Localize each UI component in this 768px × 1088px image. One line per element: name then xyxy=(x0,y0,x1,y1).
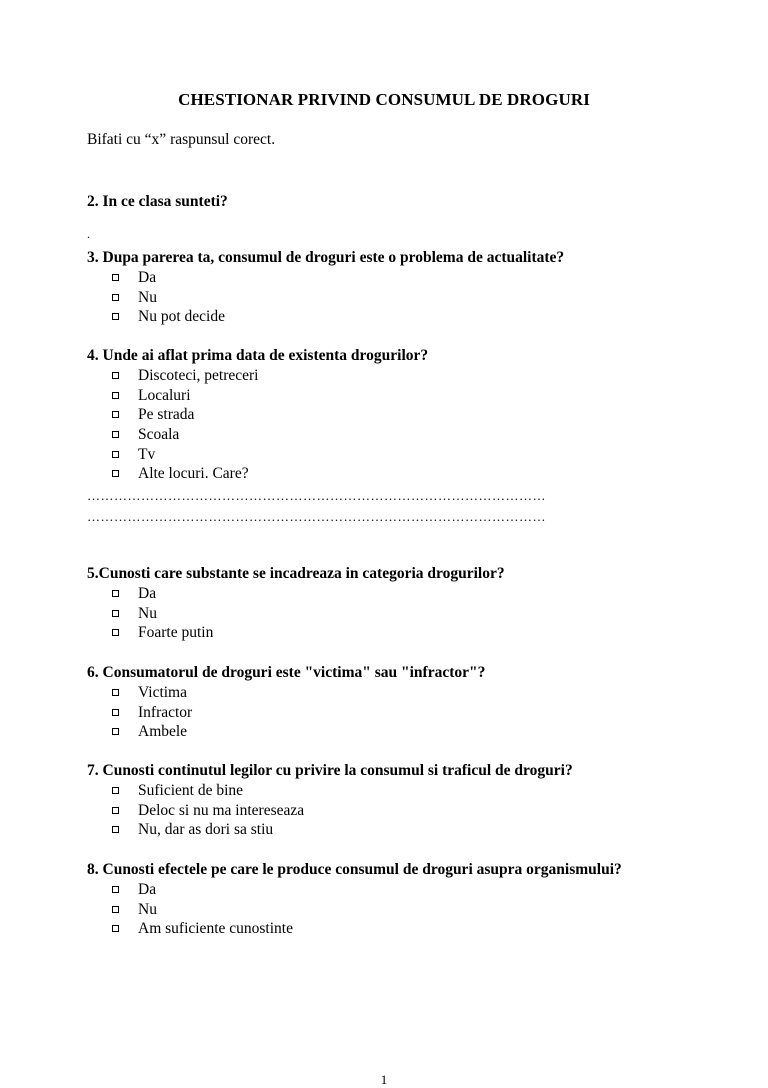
option-label: Discoteci, petreceri xyxy=(138,367,259,384)
question-5-option xyxy=(87,584,737,604)
question-4-title: 4. Unde ai aflat prima data de existenta drogurilor? xyxy=(87,347,429,364)
option-label: Victima xyxy=(138,684,187,701)
question-6-title: 6. Consumatorul de droguri este "victima" sau "infractor"? xyxy=(87,664,486,681)
page-title: CHESTIONAR PRIVIND CONSUMUL DE DROGURI xyxy=(178,90,590,109)
question-5-option xyxy=(87,623,737,643)
checkbox[interactable] xyxy=(112,906,119,913)
checkbox[interactable] xyxy=(112,787,119,794)
question-5-title: 5.Cunosti care substante se incadreaza in categoria drogurilor? xyxy=(87,565,505,582)
question-3-option xyxy=(87,268,737,288)
checkbox[interactable] xyxy=(112,826,119,833)
checkbox[interactable] xyxy=(112,431,119,438)
option-label: Da xyxy=(138,881,157,898)
checkbox[interactable] xyxy=(112,709,119,716)
question-8-option xyxy=(87,880,737,900)
checkbox[interactable] xyxy=(112,807,119,814)
checkbox[interactable] xyxy=(112,728,119,735)
instruction-text: Bifati cu “x” raspunsul corect. xyxy=(87,131,276,148)
question-6-option xyxy=(87,683,737,703)
checkbox[interactable] xyxy=(112,470,119,477)
question-5-option xyxy=(87,604,737,624)
checkbox[interactable] xyxy=(112,392,119,399)
option-label: Nu pot decide xyxy=(138,308,225,326)
option-label: Alte locuri. Care? xyxy=(138,465,249,483)
option-label: Suficient de bine xyxy=(138,782,244,799)
checkbox[interactable] xyxy=(112,590,119,597)
option-label: Da xyxy=(138,585,157,602)
question-4-option xyxy=(87,425,737,445)
option-label: Foarte putin xyxy=(138,624,214,642)
question-3-option xyxy=(87,288,737,308)
checkbox[interactable] xyxy=(112,294,119,301)
question-3 xyxy=(87,248,737,327)
question-6 xyxy=(87,663,737,742)
question-6-option xyxy=(87,722,737,742)
question-3-title: 3. Dupa parerea ta, consumul de droguri este o problema de actualitate? xyxy=(87,249,565,266)
question-8-title: 8. Cunosti efectele pe care le produce consumul de droguri asupra organismului? xyxy=(87,861,622,878)
question-8-option xyxy=(87,919,737,939)
checkbox[interactable] xyxy=(112,451,119,458)
answer-dotted-line[interactable]: ………………………………………………………………………………………… xyxy=(87,488,546,503)
question-7-option xyxy=(87,801,737,821)
option-label: Nu xyxy=(138,604,157,622)
question-4-option xyxy=(87,386,737,406)
question-7-option xyxy=(87,781,737,801)
question-7 xyxy=(87,761,737,840)
option-label: Pe strada xyxy=(138,406,195,424)
question-8-option xyxy=(87,900,737,920)
question-2 xyxy=(87,192,737,212)
option-label: Scoala xyxy=(138,426,180,444)
option-label: Localuri xyxy=(138,386,191,404)
option-label: Nu xyxy=(138,288,157,306)
option-label: Infractor xyxy=(138,703,193,721)
question-4-option xyxy=(87,445,737,465)
question-5 xyxy=(87,564,737,643)
checkbox[interactable] xyxy=(112,274,119,281)
option-label: Nu, dar as dori sa stiu xyxy=(138,821,274,839)
question-4 xyxy=(87,346,737,484)
option-label: Nu xyxy=(138,900,157,918)
question-6-option xyxy=(87,703,737,723)
answer-dotted-line[interactable]: ………………………………………………………………………………………… xyxy=(87,509,546,524)
question-7-title: 7. Cunosti continutul legilor cu privire la consumul si traficul de droguri? xyxy=(87,762,573,779)
checkbox[interactable] xyxy=(112,689,119,696)
stray-dot: . xyxy=(87,227,90,241)
checkbox[interactable] xyxy=(112,372,119,379)
checkbox[interactable] xyxy=(112,629,119,636)
question-4-option xyxy=(87,464,737,484)
page-number: 1 xyxy=(380,1072,388,1087)
question-2-title: 2. In ce clasa sunteti? xyxy=(87,193,228,210)
question-4-option xyxy=(87,405,737,425)
question-4-option xyxy=(87,366,737,386)
option-label: Am suficiente cunostinte xyxy=(138,920,293,938)
question-3-option xyxy=(87,307,737,327)
checkbox[interactable] xyxy=(112,925,119,932)
question-8 xyxy=(87,860,737,939)
option-label: Deloc si nu ma intereseaza xyxy=(138,801,305,819)
checkbox[interactable] xyxy=(112,411,119,418)
checkbox[interactable] xyxy=(112,610,119,617)
option-label: Da xyxy=(138,269,157,286)
question-7-option xyxy=(87,820,737,840)
checkbox[interactable] xyxy=(112,313,119,320)
option-label: Ambele xyxy=(138,723,188,741)
checkbox[interactable] xyxy=(112,886,119,893)
option-label: Tv xyxy=(138,445,156,463)
